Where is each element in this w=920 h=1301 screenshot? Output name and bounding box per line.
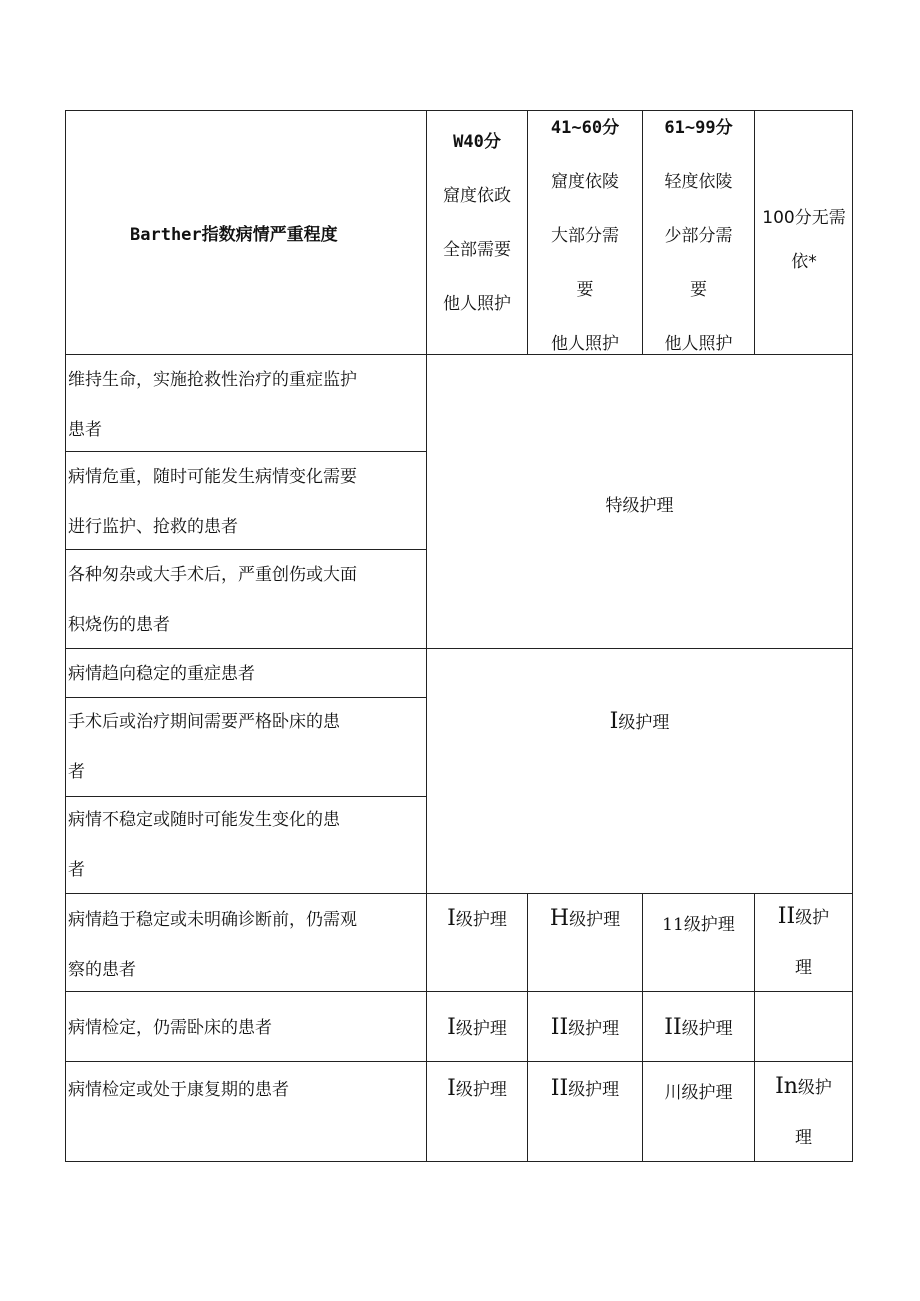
care-level-prefix: I — [447, 1015, 456, 1040]
condition-line: 进行监护、抢救的患者 — [68, 517, 238, 537]
condition-cell — [68, 565, 423, 665]
care-level-one — [427, 708, 852, 734]
condition-line: 各种匆杂或大手术后，严重创伤或大面 — [68, 565, 357, 585]
column-header-line: 他人照护 — [551, 334, 619, 354]
care-level-prefix: In — [775, 1074, 798, 1099]
table-border-bottom — [65, 1161, 853, 1162]
condition-line: 病情趋向稳定的重症患者 — [68, 664, 255, 684]
care-level-prefix: II — [664, 1015, 682, 1040]
condition-line: 病情检定或处于康复期的患者 — [68, 1080, 289, 1100]
care-level-prefix: II — [550, 1015, 569, 1040]
column-header-line: 大部分需 — [551, 226, 619, 246]
care-level-prefix: II — [550, 1076, 569, 1101]
column-header-line: 他人照护 — [664, 334, 733, 354]
care-level-text: 级护理 — [618, 713, 670, 733]
care-level-text: 级护理 — [569, 910, 621, 930]
care-level-cell — [427, 1075, 527, 1101]
column-header-severe — [428, 132, 526, 354]
care-level-cell — [643, 910, 754, 935]
care-level-text: 级护理 — [455, 1080, 507, 1100]
table-border-top — [65, 110, 853, 111]
column-header-line: 窟度依政 — [443, 186, 511, 206]
column-divider — [642, 110, 643, 355]
column-header-line: 要 — [690, 280, 707, 300]
column-divider — [754, 110, 755, 355]
condition-cell — [68, 712, 423, 812]
care-level-text: 级护 — [797, 1078, 832, 1098]
condition-line: 积烧伤的患者 — [68, 615, 170, 635]
care-level-text: 级护理 — [568, 1019, 620, 1039]
condition-line: 手术后或治疗期间需要严格卧床的患 — [68, 712, 340, 732]
care-level-cell — [528, 1075, 642, 1101]
table-border-left — [65, 110, 66, 1162]
condition-line: 维持生命，实施抢救性治疗的重症监护 — [68, 370, 357, 390]
row-header-title-text: Barther指数病情严重程度 — [130, 225, 338, 245]
column-header-line: 依* — [791, 252, 817, 272]
care-level-cell — [427, 905, 527, 931]
care-level-text: 级护 — [795, 908, 830, 928]
condition-cell — [68, 1080, 423, 1130]
care-level-prefix: H — [549, 906, 570, 931]
condition-line: 病情危重，随时可能发生病情变化需要 — [68, 467, 357, 487]
care-level-text: 理 — [795, 958, 812, 978]
condition-line: 患者 — [68, 420, 102, 440]
care-level-text: 级护理 — [683, 915, 735, 935]
condition-cell — [68, 810, 423, 910]
care-level-cell — [755, 1075, 852, 1150]
condition-line: 病情不稳定或随时可能发生变化的患 — [68, 810, 340, 830]
column-header-line: 窟度依陵 — [551, 172, 619, 192]
column-header-moderate — [529, 118, 641, 354]
care-level-text: 理 — [795, 1128, 812, 1148]
care-level-text: 特级护理 — [605, 496, 674, 516]
condition-cell — [68, 370, 423, 470]
care-level-cell — [755, 905, 852, 980]
table-border-right — [852, 110, 853, 1162]
column-header-line: 41~60分 — [550, 118, 620, 138]
care-level-cell — [528, 1014, 642, 1040]
condition-line: 者 — [68, 762, 85, 782]
care-level-cell — [528, 905, 642, 931]
condition-cell — [68, 910, 423, 1010]
column-divider — [527, 110, 528, 355]
column-header-line: 61~99分 — [664, 118, 733, 138]
care-level-prefix: 11 — [662, 915, 684, 935]
column-header-mild — [644, 118, 753, 354]
column-header-line: 要 — [576, 280, 594, 300]
care-level-cell — [643, 1014, 754, 1040]
care-level-cell — [427, 1014, 527, 1040]
care-level-special — [427, 491, 852, 516]
care-level-text: 级护理 — [568, 1080, 620, 1100]
header-separator — [65, 354, 853, 355]
column-header-line: W40分 — [453, 132, 501, 152]
condition-cell — [68, 664, 423, 714]
care-level-text: 级护理 — [455, 910, 507, 930]
care-level-text: 级护理 — [455, 1019, 507, 1039]
care-level-cell — [643, 1078, 754, 1103]
column-header-line: 全部需要 — [443, 240, 511, 260]
care-level-prefix: II — [777, 904, 796, 929]
condition-line: 察的患者 — [68, 960, 136, 980]
column-header-line: 少部分需 — [664, 226, 733, 246]
column-header-line: 轻度依陵 — [664, 172, 733, 192]
condition-line: 者 — [68, 860, 85, 880]
column-header-line: 他人照护 — [443, 294, 511, 314]
care-level-prefix: I — [609, 709, 619, 734]
condition-cell — [68, 467, 423, 567]
condition-cell — [68, 1018, 423, 1068]
condition-line: 病情趋于稳定或未明确诊断前，仍需观 — [68, 910, 357, 930]
column-divider — [426, 110, 427, 1162]
care-level-prefix: 川 — [664, 1083, 682, 1103]
care-level-text: 级护理 — [681, 1083, 733, 1103]
column-header-line: 100分无需 — [762, 208, 846, 228]
care-level-prefix: I — [447, 1076, 456, 1101]
care-level-prefix: I — [447, 906, 456, 931]
condition-line: 病情检定，仍需卧床的患者 — [68, 1018, 272, 1038]
row-header-title — [130, 225, 338, 245]
column-header-independent — [756, 208, 852, 308]
care-level-text: 级护理 — [681, 1019, 733, 1039]
